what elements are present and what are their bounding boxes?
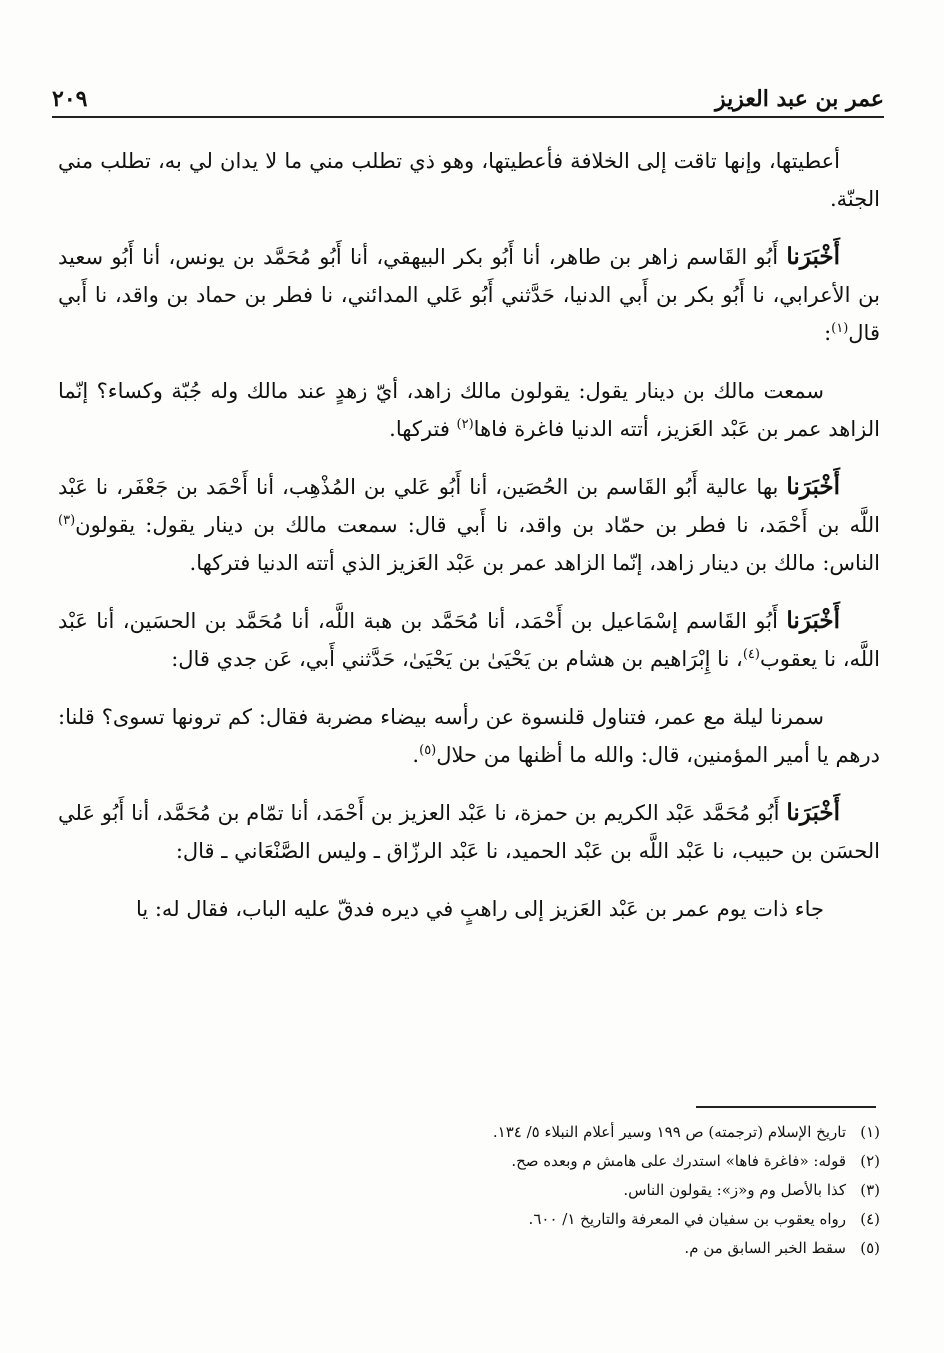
paragraph-text: سمعت مالك بن دينار يقول: يقولون مالك زاهد، أيّ زهدٍ عند مالك وله جُبّة وكساء؟ إنّما الزاهد عمر بن عَبْد العَزيز، أتته الدنيا فاغرة فاها (58, 379, 880, 441)
body-paragraph (58, 890, 880, 928)
footnote-text: قوله: «فاغرة فاها» استدرك على هامش م وبعده صح. (511, 1152, 846, 1170)
body-paragraph (58, 794, 880, 870)
paragraph-tail: الناس: مالك بن دينار زاهد، إنّما الزاهد عمر بن عَبْد العَزيز الذي أتته الدنيا فتركها. (189, 551, 880, 575)
footnote-ref[interactable]: (٢) (456, 417, 474, 432)
body-paragraph (58, 698, 880, 774)
footnote-item (330, 1234, 880, 1263)
footnote-divider (696, 1106, 876, 1108)
isnad-lead: أَخْبَرَنا (786, 243, 840, 270)
footnote-ref[interactable]: (٥) (419, 743, 437, 758)
paragraph-tail: ، نا إِبْرَاهيم بن هشام بن يَحْيَىٰ بن يَحْيَىٰ، حَدَّثني أَبي، عَن جدي قال: (171, 647, 743, 671)
footnote-ref[interactable]: (٤) (742, 647, 760, 662)
paragraph-text: أَبُو القَاسم إسْمَاعيل بن أَحْمَد، أنا مُحَمَّد بن هبة اللَّه، أنا مُحَمَّد بن الحسَين، أنا عَبْد اللَّه، نا يعقوب (58, 609, 880, 671)
footnote-number: (١) (860, 1123, 880, 1141)
footnote-text: كذا بالأصل وم و«ز»: يقولون الناس. (623, 1181, 846, 1199)
paragraph-text: سمرنا ليلة مع عمر، فتناول قلنسوة عن رأسه بيضاء مضربة فقال: كم ترونها تسوى؟ قلنا: درهم يا أمير المؤمنين، قال: والله ما أظنها من حلال (58, 705, 880, 767)
footnotes (330, 1118, 880, 1263)
isnad-lead: أَخْبَرَنا (786, 799, 840, 826)
paragraph-text: أعطيتها، وإنها تاقت إلى الخلافة فأعطيتها، وهو ذي تطلب مني ما لا يدان لي به، تطلب مني الجنّة. (58, 149, 880, 211)
isnad-lead: أَخْبَرَنا (786, 607, 840, 634)
footnote-ref[interactable]: (١) (831, 321, 849, 336)
footnote-item (330, 1205, 880, 1234)
paragraph-text: أَبُو مُحَمَّد عَبْد الكريم بن حمزة، نا عَبْد العزيز بن أَحْمَد، أنا تمّام بن مُحَمَّد، أنا أَبُو عَلي الحسَن بن حبيب، نا عَبْد اللَّه بن عَبْد الحميد، نا عَبْد الرزّاق ـ وليس الصَّنْعَاني ـ قال: (58, 801, 880, 863)
footnote-text: تاريخ الإسلام (ترجمته) ص ١٩٩ وسير أعلام النبلاء ٥/ ١٣٤. (492, 1123, 846, 1141)
body-text (58, 142, 880, 948)
footnote-number: (٤) (860, 1210, 880, 1228)
paragraph-text: جاء ذات يوم عمر بن عَبْد العَزيز إلى راهبٍ في ديره فدقّ عليه الباب، فقال له: يا (135, 897, 824, 921)
footnote-text: رواه يعقوب بن سفيان في المعرفة والتاريخ ١/ ٦٠٠. (528, 1210, 846, 1228)
body-paragraph (58, 602, 880, 678)
footnote-item (330, 1147, 880, 1176)
paragraph-tail: فتركها. (389, 417, 457, 441)
footnote-number: (٢) (860, 1152, 880, 1170)
paragraph-tail: : (824, 321, 832, 345)
body-paragraph (58, 372, 880, 448)
paragraph-tail: . (412, 743, 420, 767)
page-number: ٢٠٩ (52, 86, 88, 112)
footnote-ref[interactable]: (٣) (58, 513, 76, 528)
body-paragraph (58, 238, 880, 352)
paragraph-text: بها عالية أَبُو القَاسم بن الحُصَين، أنا أَبُو عَلي بن المُذْهِب، أنا أَحْمَد بن جَعْفَر، نا عَبْد اللَّه بن أَحْمَد، نا فطر بن حمّاد بن واقد، نا أَبي قال: سمعت مالك بن دينار يقول: يقولون (58, 475, 880, 537)
footnote-text: سقط الخبر السابق من م. (684, 1239, 846, 1257)
body-paragraph (58, 468, 880, 582)
footnote-number: (٥) (860, 1239, 880, 1257)
paragraph-text: أَبُو القَاسم زاهر بن طاهر، أنا أَبُو بكر البيهقي، أنا أَبُو مُحَمَّد بن يونس، أنا أَبُو سعيد بن الأعرابي، نا أَبُو بكر بن أَبي الدنيا، حَدَّثني أَبُو عَلي المدائني، نا فطر بن حماد بن واقد، نا أَبي قال (58, 245, 880, 345)
footnote-item (330, 1176, 880, 1205)
running-title: عمر بن عبد العزيز (715, 86, 884, 112)
isnad-lead: أَخْبَرَنا (786, 473, 840, 500)
page-header (52, 78, 884, 118)
footnote-item (330, 1118, 880, 1147)
footnote-number: (٣) (860, 1181, 880, 1199)
body-paragraph (58, 142, 880, 218)
